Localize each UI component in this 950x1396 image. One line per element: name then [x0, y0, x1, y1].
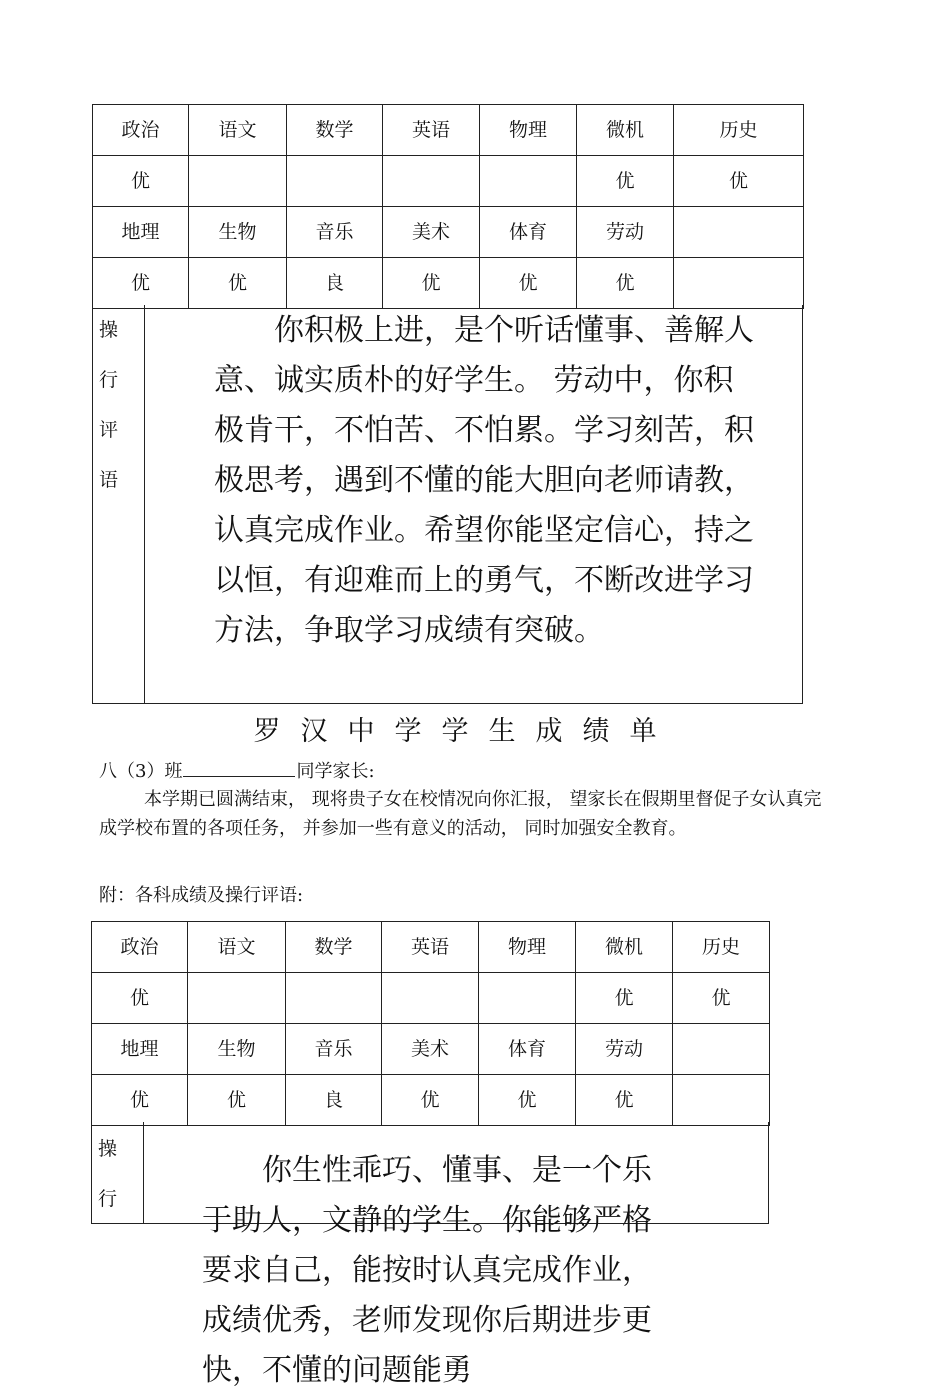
subject-cell [674, 207, 804, 258]
grade-cell [479, 973, 576, 1024]
subject-row [93, 207, 804, 258]
subject-row [93, 105, 804, 156]
subject-cell: 体育 [479, 1024, 576, 1075]
subject-cell: 生物 [188, 1024, 286, 1075]
grade-row [92, 1075, 770, 1126]
grade-cell: 优 [479, 1075, 576, 1126]
conduct-label [99, 305, 118, 505]
grade-row [92, 973, 770, 1024]
grade-cell [673, 1075, 770, 1126]
attachment-label: 附：各科成绩及操行评语: [99, 885, 304, 906]
grade-cell: 优 [577, 258, 674, 309]
subject-cell: 历史 [674, 105, 804, 156]
subject-cell: 物理 [479, 922, 576, 973]
subject-cell: 美术 [382, 1024, 479, 1075]
conduct-comment-1: 你积极上进，是个听话懂事、善解人意、诚实质朴的好学生。 劳动中，你积极肯干，不怕苦、不怕累。学习刻苦，积极思考，遇到不懂的能大胆向老师请教，认真完成作业。希望你能坚定信心，持之以恒，有迎难而上的勇气，不断改进学习方法，争取学习成绩有突破。 [214, 313, 754, 648]
grade-cell [188, 973, 286, 1024]
subject-cell: 政治 [93, 105, 189, 156]
conduct-label-char: 操 [99, 319, 119, 341]
grade-cell: 优 [93, 156, 189, 207]
subject-cell: 劳动 [577, 207, 674, 258]
salutation [99, 758, 375, 784]
subject-cell: 音乐 [287, 207, 383, 258]
conduct-comment-2: 你生性乖巧、懂事、是一个乐于助人，文静的学生。你能够严格要求自己，能按时认真完成作业，成绩优秀，老师发现你后期进步更快，不懂的问题能勇 [202, 1153, 652, 1388]
subject-cell: 地理 [92, 1024, 188, 1075]
grade-cell: 优 [93, 258, 189, 309]
conduct-label-char: 语 [99, 469, 119, 491]
grade-cell: 优 [576, 973, 673, 1024]
grade-cell: 优 [382, 1075, 479, 1126]
grade-cell: 优 [673, 973, 770, 1024]
subject-cell: 地理 [93, 207, 189, 258]
subject-cell: 体育 [480, 207, 577, 258]
subject-row [92, 922, 770, 973]
grade-row [93, 156, 804, 207]
conduct-label-char: 行 [98, 1188, 118, 1210]
subject-row [92, 1024, 770, 1075]
grade-cell [189, 156, 287, 207]
subject-cell: 英语 [383, 105, 480, 156]
subject-cell: 政治 [92, 922, 188, 973]
student-name-blank[interactable] [183, 758, 295, 777]
notice-paragraph: 本学期已圆满结束， 现将贵子女在校情况向你汇报， 望家长在假期里督促子女认真完成学校布置的各项任务， 并参加一些有意义的活动， 同时加强安全教育。 [99, 789, 822, 839]
subject-cell: 微机 [577, 105, 674, 156]
grade-cell: 优 [92, 973, 188, 1024]
subject-cell: 音乐 [286, 1024, 382, 1075]
subject-cell: 语文 [189, 105, 287, 156]
grade-cell [383, 156, 480, 207]
subject-cell: 数学 [286, 922, 382, 973]
subject-cell: 历史 [673, 922, 770, 973]
subject-cell [673, 1024, 770, 1075]
grade-cell: 优 [189, 258, 287, 309]
subject-cell: 生物 [189, 207, 287, 258]
grade-cell: 良 [286, 1075, 382, 1126]
grade-row [93, 258, 804, 309]
grade-table-2 [91, 921, 770, 1126]
salutation-suffix: 同学家长: [296, 761, 375, 782]
grade-cell: 优 [480, 258, 577, 309]
grade-cell: 优 [188, 1075, 286, 1126]
subject-cell: 劳动 [576, 1024, 673, 1075]
grade-cell [286, 973, 382, 1024]
grade-cell: 良 [287, 258, 383, 309]
conduct-divider [144, 305, 145, 703]
grade-cell: 优 [576, 1075, 673, 1126]
subject-cell: 微机 [576, 922, 673, 973]
subject-cell: 语文 [188, 922, 286, 973]
subject-cell: 物理 [480, 105, 577, 156]
subject-cell: 数学 [287, 105, 383, 156]
grade-cell [287, 156, 383, 207]
grade-cell [480, 156, 577, 207]
grade-cell [674, 258, 804, 309]
grade-cell: 优 [577, 156, 674, 207]
subject-cell: 英语 [382, 922, 479, 973]
conduct-label-char: 行 [99, 369, 119, 391]
grade-cell: 优 [383, 258, 480, 309]
conduct-divider [143, 1122, 144, 1223]
class-name: 八（3）班 [99, 761, 183, 782]
grade-cell: 优 [674, 156, 804, 207]
conduct-label-char: 评 [99, 419, 119, 441]
grade-cell: 优 [92, 1075, 188, 1126]
grade-table-1 [92, 104, 804, 309]
grade-cell [382, 973, 479, 1024]
subject-cell: 美术 [383, 207, 480, 258]
conduct-label [98, 1124, 117, 1224]
conduct-label-char: 操 [98, 1138, 118, 1160]
report-title: 罗汉中学学生成绩单 [253, 716, 677, 747]
